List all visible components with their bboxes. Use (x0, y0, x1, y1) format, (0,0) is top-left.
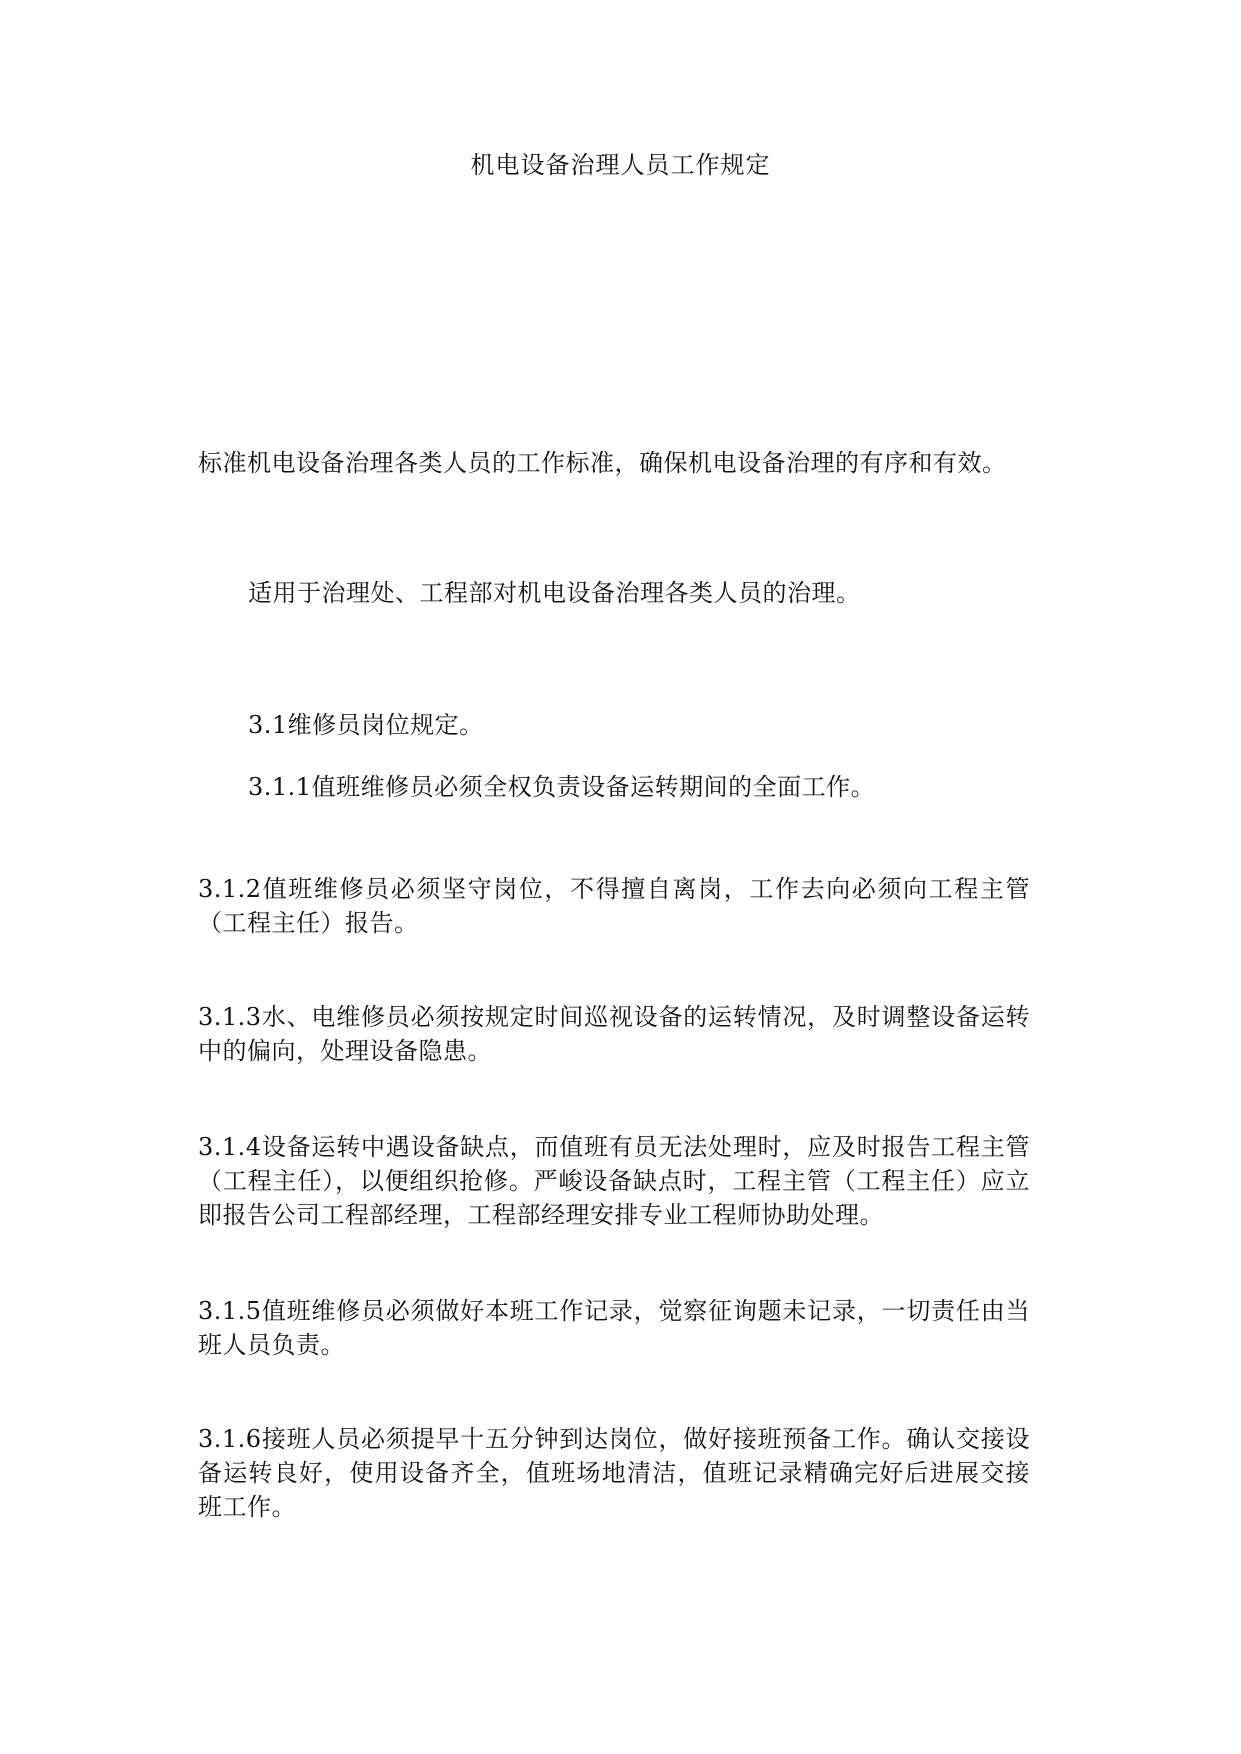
clause-3-1-4: 3.1.4设备运转中遇设备缺点，而值班有员无法处理时，应及时报告工程主管（工程主任），以便组织抢修。严峻设备缺点时，工程主管（工程主任）应立即报告公司工程部经理，工程部经理安排专业工程师协助处理。 (198, 1133, 1030, 1229)
clause-3-1-1: 3.1.1值班维修员必须全权负责设备运转期间的全面工作。 (248, 773, 876, 801)
clause-3-1-3: 3.1.3水、电维修员必须按规定时间巡视设备的运转情况，及时调整设备运转中的偏向，处理设备隐患。 (198, 1003, 1030, 1065)
purpose-paragraph: 标准机电设备治理各类人员的工作标准，确保机电设备治理的有序和有效。 (198, 449, 1007, 477)
scope-paragraph: 适用于治理处、工程部对机电设备治理各类人员的治理。 (248, 579, 861, 607)
clause-3-1-2: 3.1.2值班维修员必须坚守岗位，不得擅自离岗，工作去向必须向工程主管（工程主任）报告。 (198, 875, 1030, 937)
clause-3-1-6: 3.1.6接班人员必须提早十五分钟到达岗位，做好接班预备工作。确认交接设备运转良好，使用设备齐全，值班场地清洁，值班记录精确完好后进展交接班工作。 (198, 1425, 1030, 1521)
document-title: 机电设备治理人员工作规定 (470, 151, 771, 179)
clause-3-1-5: 3.1.5值班维修员必须做好本班工作记录，觉察征询题未记录，一切责任由当班人员负责。 (198, 1297, 1030, 1359)
section-heading-3-1: 3.1维修员岗位规定。 (248, 711, 484, 739)
